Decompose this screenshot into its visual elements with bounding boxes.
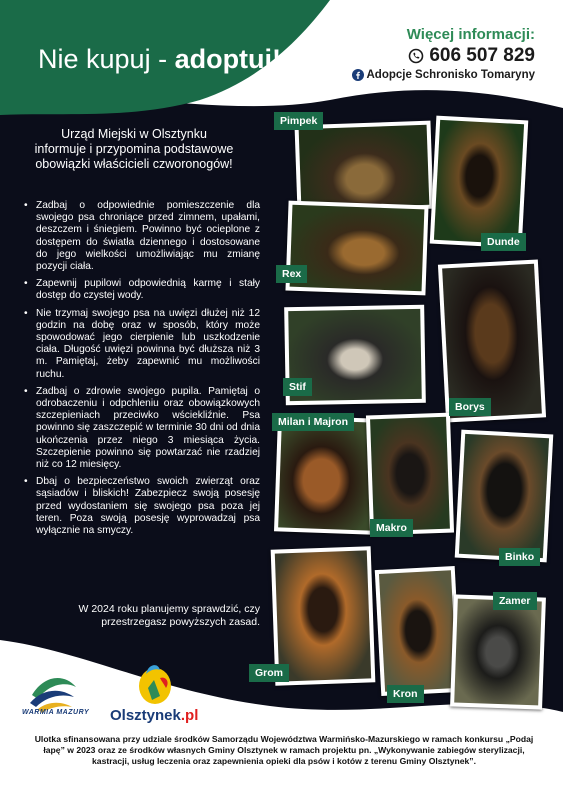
phone-line[interactable] — [352, 45, 535, 67]
dog-name-tag: Kron — [387, 685, 424, 703]
dog-photo-pimpek — [295, 121, 434, 214]
facebook-icon — [352, 69, 364, 81]
dog-name-tag: Borys — [449, 398, 491, 416]
dog-photo-binko — [455, 430, 554, 563]
duty-item: • Zapewnij pupilowi odpowiednią karmę i stały dostęp do czystej wody. — [24, 278, 260, 302]
duty-item: • Zadbaj o odpowiednie pomieszczenie dla swojego psa chroniące przed zimnem, upałami, deszczem i śniegiem. Powinno być ocieplone z dostępem do światła dziennego i dostosowane do jego wielkości umożliwiając mu zmianę pozycji ciała. — [24, 200, 260, 273]
facebook-name: Adopcje Schronisko Tomaryny — [366, 69, 535, 82]
phone-icon — [408, 48, 424, 64]
duty-item: • Nie trzymaj swojego psa na uwięzi dłużej niż 12 godzin na dobę oraz w sposób, który może spowodować jego cierpienie lub uszkodzenie ciała. Długość uwięzi powinna być dłuższa niż 3 m. Pamiętaj, żeby zapewnić mu możliwości ruchu. — [24, 308, 260, 381]
dog-name-tag: Grom — [249, 664, 289, 682]
warmia-mazury-logo — [24, 665, 84, 725]
closing-note: W 2024 roku planujemy sprawdzić, czy przestrzegasz powyższych zasad. — [78, 603, 260, 628]
dog-photo-kron — [375, 566, 461, 696]
page-title: Nie kupuj - adoptuj! — [38, 44, 282, 74]
dog-photo-makro — [366, 413, 454, 536]
dog-name-tag: Rex — [276, 265, 307, 283]
dog-name-tag: Binko — [499, 548, 540, 566]
dog-name-tag: Milan i Majron — [272, 413, 354, 431]
dog-photo-milan-i-majron — [274, 415, 378, 534]
duties-list — [24, 200, 260, 542]
dog-name-tag: Makro — [370, 519, 413, 537]
intro-text: Urząd Miejski w Olsztynku informuje i przypomina podstawowe obowiązki właścicieli czworonogów! — [34, 127, 234, 171]
warmia-mazury-logo-text: WARMIA MAZURY — [22, 709, 90, 716]
funding-note: Ulotka sfinansowana przy udziale środków Samorządu Województwa Warmińsko-Mazurskiego w ramach konkursu „Podaj łapę” w 2023 oraz ze środków własnych Gminy Olsztynek w ramach projektu pn. „Wykonywanie zabiegów sterylizacji, kastracji, usług leczenia oraz zapewnienia opieki dla psów i kotów z terenu Gminy Olsztynek”. — [34, 734, 534, 766]
info-heading: Więcej informacji: — [406, 26, 535, 43]
dog-name-tag: Dunde — [481, 233, 526, 251]
dog-photo-zamer — [450, 594, 546, 709]
dog-name-tag: Pimpek — [274, 112, 323, 130]
duty-item: • Dbaj o bezpieczeństwo swoich zwierząt oraz sąsiadów i bliskich! Zabezpiecz swoją posesję przed wydostaniem się swojego psa poza jej teren. Poza swoją posesję wyprowadzaj psa wyłącznie na smyczy. — [24, 476, 260, 537]
duty-item: • Zadbaj o zdrowie swojego pupila. Pamiętaj o odrobaczeniu i odpchleniu oraz obowiązkowych szczepieniach przeciwko wściekliźnie. Psa powinno się zaszczepić w terminie 30 dni od dnia ukończenia przez niego 3 miesiąca życia. Szczepienie powinno się powtarzać nie rzadziej niż co 12 miesięcy. — [24, 386, 260, 471]
olsztynek-logo — [130, 660, 180, 706]
dog-name-tag: Stif — [283, 378, 312, 396]
dog-photo-dunde — [430, 116, 529, 249]
facebook-line[interactable] — [352, 69, 535, 81]
phone-number: 606 507 829 — [429, 45, 535, 66]
contact-info — [352, 26, 535, 81]
dog-name-tag: Zamer — [493, 592, 537, 610]
olsztynek-logo-text: Olsztynek.pl — [110, 707, 199, 724]
